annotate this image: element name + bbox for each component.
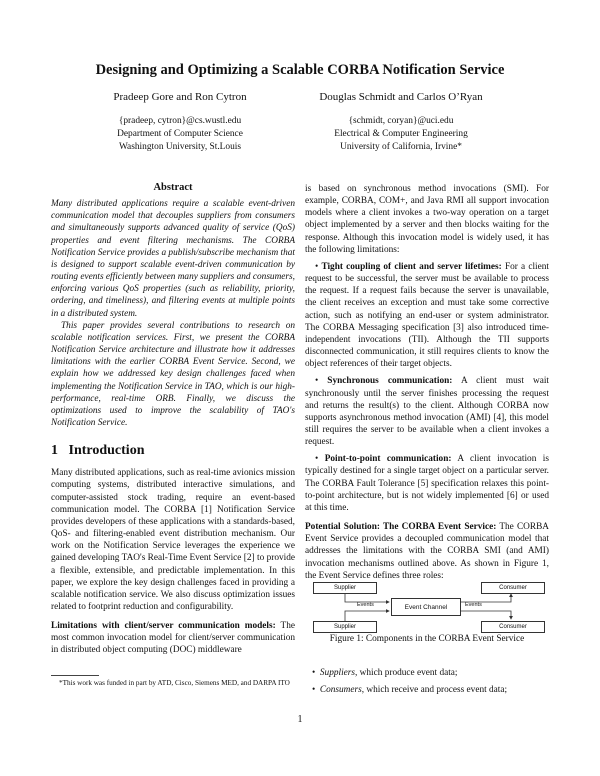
potential-solution-heading: Potential Solution: The CORBA Event Service: [305,522,497,533]
author-names-left: Pradeep Gore and Ron Cytron [113,91,247,103]
list-item-consumers: • Consumers, which receive and process event data; [312,685,508,695]
figure-caption: Figure 1: Components in the CORBA Event Service [329,634,525,644]
list-item-suppliers: • Suppliers, which produce event data; [312,668,458,678]
author-email-left: {pradeep, cytron}@cs.wustl.edu [118,116,242,126]
right-column [305,183,549,582]
bullet-2-text: A client must wait synchronously until the server finishes processing the request and returns the result(s) to the client. Although CORBA now supports asynchronous method invocation (AMI) [4], this model still requires the server to be available when a client invokes a request. [305,376,549,448]
bullet-synchronous: • Synchronous communication: A client must wait synchronously until the server finishes processing the request and returns the result(s) to the client. Although CORBA now supports asynchronous method invocation (AMI) [4], this model still requires the server to be available when a client invokes a request. [305,376,549,448]
intro-paragraph-1: Many distributed applications, such as real-time avionics mission computing systems, distributed interactive simulations, and computer-assisted stock trading, require an event-based communication model. The CORBA [1] Notification Service provides developers of these applications with a standards-based, QoS- and filtering-enabled event distribution mechanism. Our work on the Notification Service leverages the experience we gained developing TAO's Real-Time Event Service [2] to provide a flexible, extensible, and predictable implementation. In this paper, we explore the key design challenges faced in providing a scalable notification service. We also discuss optimization issues related to footprint reduction and configurability. [51,468,295,612]
list-item-1-text: , which produce event data; [355,668,458,678]
supplier-box-2: Supplier [313,621,377,633]
author-dept-left: Department of Computer Science [117,129,243,139]
author-email-right: {schmidt, coryan}@uci.edu [348,116,454,126]
potential-solution-paragraph [305,521,549,582]
left-column [51,182,295,657]
figure-1 [305,575,549,635]
bullet-1-heading: Tight coupling of client and server lifetimes: [321,261,502,272]
bullet-3-text: A client invocation is typically destined for a single target object on a particular server. The CORBA Fault Tolerance [5] specification relaxes this point-to-point architecture, but is not widely implemented [6] or used at this time. [305,454,549,513]
events-label-left: Events [357,602,374,608]
list-item-2-text: , which receive and process event data; [361,685,508,695]
supplier-box-1: Supplier [313,582,377,594]
section-title: Introduction [68,443,145,459]
author-inst-left: Washington University, St.Louis [118,142,242,152]
arrow-supplier2-to-channel [345,611,389,621]
event-channel-box: Event Channel [391,598,461,616]
footnote-rule [51,675,99,676]
footnote-text: *This work was funded in part by ATD, Cisco, Siemens MED, and DARPA ITO [59,679,290,687]
footnote [51,675,295,689]
section-heading-introduction [51,445,295,457]
bullet-1-text: For a client request to be successful, the server must be available to process the request. If a request fails because the server is unavailable, the client receives an exception and must take some corrective action, such as notifying an end-user or system administrator. The CORBA Messaging specification [3] also introduced time-independent invocations (TII). Although the TII supports disconnected communication, it still requires clients to know the object references of their target objects. [305,261,549,370]
author-dept-right: Electrical & Computer Engineering [334,129,468,139]
events-label-right: Events [465,602,482,608]
abstract-paragraph-2: This paper provides several contributions to research on scalable notification services. First, we present the CORBA Notification Service architecture and illustrate how it addresses limitations with the earlier CORBA Event Service. Second, we explain how we addressed key design challenges faced when implementing the Notification Service in TAO, which is our high-performance, real-time ORB. Finally, we discuss the optimizations used to improve the scalability of TAO's Notification Service. [51,320,295,428]
abstract-paragraph-1: Many distributed applications require a scalable event-driven communication model that decouples suppliers from consumers and simultaneously supports advanced quality of service (QoS) properties and event filtering mechanisms. The CORBA Notification Service provides a publish/subscribe mechanism that is designed to support scalable event-driven communication by routing events efficiently between many suppliers and consumers, enforcing various QoS properties (such as reliability, priority, ordering, and timeliness), and filtering events at multiple points in a distributed system. [51,199,295,319]
author-block-left [80,91,280,154]
abstract-heading: Abstract [153,182,193,193]
bullet-2-heading: Synchronous communication: [327,376,453,387]
bullet-tight-coupling: • Tight coupling of client and server lifetimes: For a client request to be successful, the server must be available to process the request. If a request fails because the server is unavailable, the client receives an exception and must take some corrective action, such as notifying an end-user or system administrator. The CORBA Messaging specification [3] also introduced time-independent invocations (TII). Although the TII supports disconnected communication, it still requires clients to know the object references of their target objects. [305,261,549,370]
author-names-right: Douglas Schmidt and Carlos O’Ryan [319,91,483,103]
consumer-box-1: Consumer [481,582,545,594]
list-item-1-term: Suppliers [319,668,356,678]
limitations-text: The most common invocation model for client/server communication in distributed object computing (DOC) middleware [51,621,296,656]
potential-solution-text: The CORBA Event Service provides a decoupled communication model that addresses the limitations with the CORBA SMI (and AMI) invocation mechanisms outlined above. As shown in Figure 1, the Event Service defines three roles: [305,522,550,581]
author-block-right [296,91,506,154]
bullet-3-heading: Point-to-point communication: [324,454,452,465]
page-number: 1 [297,714,303,725]
consumer-box-2: Consumer [481,621,545,633]
bullet-point-to-point: • Point-to-point communication: A client invocation is typically destined for a single target object on a particular server. The CORBA Fault Tolerance [5] specification relaxes this point-to-point architecture, but is not widely implemented [6] or used at this time. [305,454,549,513]
limitations-paragraph [51,620,295,656]
list-item-2-term: Consumers [319,685,362,695]
limitations-heading: Limitations with client/server communication models: [51,621,276,632]
author-inst-right: University of California, Irvine* [340,142,462,152]
paper-title: Designing and Optimizing a Scalable CORBA Notification Service [95,62,505,78]
arrow-channel-to-consumer1 [459,594,511,602]
arrow-channel-to-consumer2 [459,611,511,619]
right-intro-continuation: is based on synchronous method invocations (SMI). For example, CORBA, COM+, and Java RMI all support invocation models where a client invokes a two-way operation on a target object implemented by a server and then blocks waiting for the response. Although this invocation model is widely used, it has the following limitations: [305,184,549,255]
section-number: 1 [51,443,58,459]
